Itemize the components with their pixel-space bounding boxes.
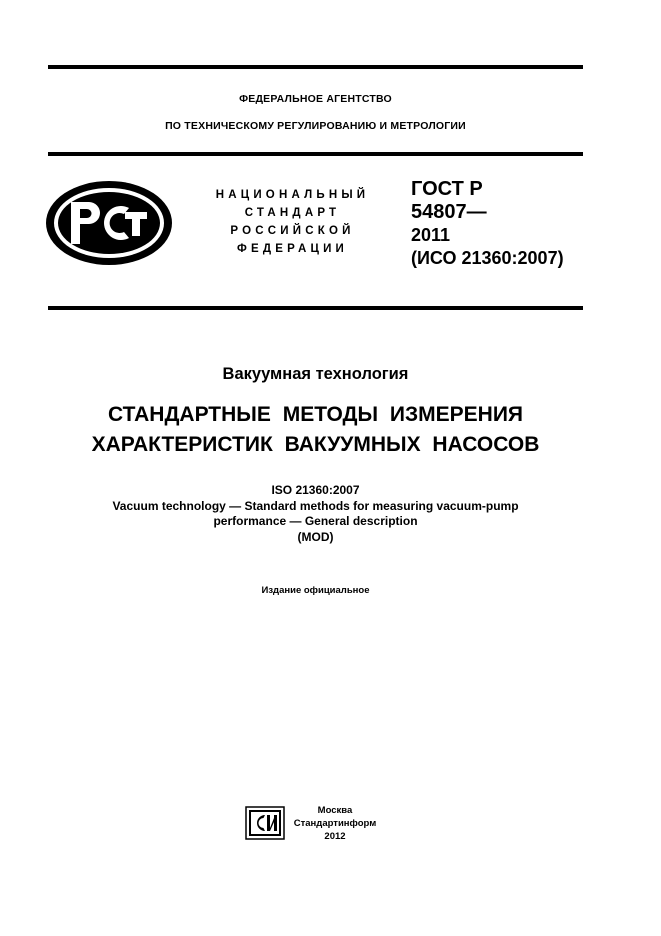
- agency-name-line2: ПО ТЕХНИЧЕСКОМУ РЕГУЛИРОВАНИЮ И МЕТРОЛОГИИ: [165, 120, 466, 132]
- subject-heading: Вакуумная технология: [222, 365, 409, 383]
- pst-certification-mark-icon: [43, 178, 175, 268]
- national-standard-block: [200, 186, 385, 258]
- publisher-name: Стандартинформ: [293, 818, 377, 829]
- national-standard-line3: РОССИЙСКОЙ: [230, 225, 355, 237]
- designation-line1: ГОСТ Р: [411, 178, 483, 200]
- bottom-header-rule: [48, 306, 583, 310]
- publisher-year: 2012: [324, 831, 346, 842]
- national-standard-line1: НАЦИОНАЛЬНЫЙ: [215, 189, 370, 201]
- iso-modification: (MOD): [297, 529, 334, 544]
- iso-title-line2: performance — General description: [213, 514, 418, 528]
- title-line1: СТАНДАРТНЫЕ МЕТОДЫ ИЗМЕРЕНИЯ: [107, 403, 524, 426]
- national-standard-line4: ФЕДЕРАЦИИ: [236, 243, 349, 255]
- publisher-city: Москва: [317, 805, 353, 816]
- designation-line2: 54807—: [411, 201, 487, 223]
- designation-line3: 2011: [411, 225, 451, 245]
- document-title: [40, 400, 591, 460]
- standartinform-icon: [245, 806, 285, 840]
- designation-line4: (ИСО 21360:2007): [411, 248, 564, 268]
- national-standard-line2: СТАНДАРТ: [244, 207, 341, 219]
- agency-name-line1: ФЕДЕРАЛЬНОЕ АГЕНТСТВО: [239, 93, 392, 105]
- iso-code: ISO 21360:2007: [271, 483, 360, 497]
- top-rule: [48, 65, 583, 69]
- iso-title-line1: Vacuum technology — Standard methods for measuring vacuum-pump: [112, 498, 519, 513]
- header-rule: [48, 152, 583, 156]
- standard-designation: [411, 178, 591, 270]
- title-line2: ХАРАКТЕРИСТИК ВАКУУМНЫХ НАСОСОВ: [91, 433, 540, 456]
- publisher-block: [292, 804, 378, 843]
- iso-reference: [48, 483, 583, 545]
- edition-note: Издание официальное: [261, 585, 370, 596]
